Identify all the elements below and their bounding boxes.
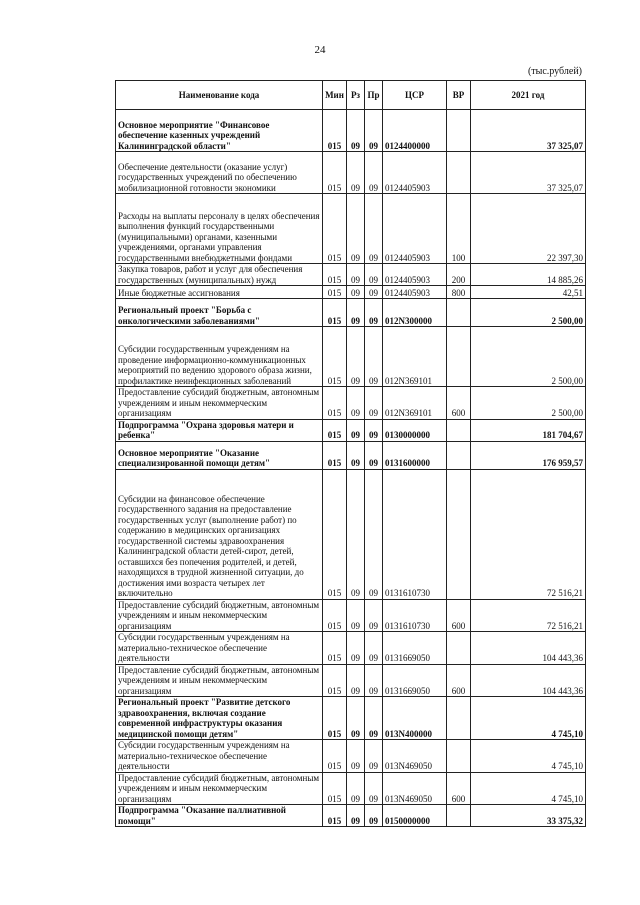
- cell-min: 015: [323, 599, 347, 632]
- cell-vr: 800: [447, 286, 471, 299]
- cell-rz: 09: [347, 286, 365, 299]
- cell-csr: 012N369101: [383, 327, 447, 387]
- cell-rz: 09: [347, 194, 365, 264]
- cell-name: Основное мероприятие "Финансовое обеспечение казенных учреждений Калининградской области": [116, 110, 323, 152]
- cell-pr: 09: [365, 632, 383, 665]
- cell-pr: 09: [365, 664, 383, 697]
- cell-vr: 600: [447, 387, 471, 420]
- cell-csr: 012N369101: [383, 387, 447, 420]
- cell-vr: [447, 441, 471, 469]
- cell-name: Предоставление субсидий бюджетным, автономным учреждениям и иным некоммерческим организациям: [116, 387, 323, 420]
- cell-rz: 09: [347, 805, 365, 827]
- cell-pr: 09: [365, 299, 383, 327]
- cell-name: Подпрограмма "Оказание паллиативной помощи": [116, 805, 323, 827]
- cell-min: 015: [323, 805, 347, 827]
- cell-name: Региональный проект "Борьба с онкологическими заболеваниями": [116, 299, 323, 327]
- header-min: Мин: [323, 81, 347, 110]
- table-row: [116, 599, 586, 632]
- cell-amount: 2 500,00: [471, 299, 586, 327]
- cell-csr: 0124405903: [383, 152, 447, 194]
- cell-vr: 600: [447, 599, 471, 632]
- cell-rz: 09: [347, 299, 365, 327]
- cell-vr: 600: [447, 664, 471, 697]
- cell-vr: [447, 740, 471, 773]
- table-body: [116, 110, 586, 827]
- header-pr: Пр: [365, 81, 383, 110]
- header-year: 2021 год: [471, 81, 586, 110]
- page-number: 24: [314, 44, 326, 56]
- table-row: [116, 327, 586, 387]
- cell-vr: 100: [447, 194, 471, 264]
- table-row: [116, 441, 586, 469]
- cell-vr: 200: [447, 264, 471, 286]
- budget-table: [115, 80, 586, 827]
- table-row: [116, 152, 586, 194]
- cell-min: 015: [323, 152, 347, 194]
- cell-pr: 09: [365, 469, 383, 599]
- cell-rz: 09: [347, 599, 365, 632]
- header-csr: ЦСР: [383, 81, 447, 110]
- cell-min: 015: [323, 632, 347, 665]
- cell-csr: 013N400000: [383, 697, 447, 740]
- table-row: [116, 772, 586, 805]
- cell-csr: 0130000000: [383, 419, 447, 441]
- cell-vr: [447, 632, 471, 665]
- table-row: [116, 469, 586, 599]
- cell-amount: 42,51: [471, 286, 586, 299]
- cell-pr: 09: [365, 697, 383, 740]
- table-row: [116, 194, 586, 264]
- cell-min: 015: [323, 772, 347, 805]
- cell-name: Иные бюджетные ассигнования: [116, 286, 323, 299]
- cell-amount: 33 375,32: [471, 805, 586, 827]
- cell-rz: 09: [347, 110, 365, 152]
- cell-name: Предоставление субсидий бюджетным, автономным учреждениям и иным некоммерческим организациям: [116, 772, 323, 805]
- cell-rz: 09: [347, 441, 365, 469]
- cell-amount: 4 745,10: [471, 740, 586, 773]
- cell-pr: 09: [365, 387, 383, 420]
- cell-rz: 09: [347, 469, 365, 599]
- table-header-row: [116, 81, 586, 110]
- cell-vr: [447, 110, 471, 152]
- cell-amount: 104 443,36: [471, 664, 586, 697]
- cell-rz: 09: [347, 264, 365, 286]
- table-row: [116, 632, 586, 665]
- cell-csr: 0131669050: [383, 632, 447, 665]
- cell-amount: 104 443,36: [471, 632, 586, 665]
- header-rz: Рз: [347, 81, 365, 110]
- cell-csr: 0124405903: [383, 194, 447, 264]
- cell-pr: 09: [365, 805, 383, 827]
- table-row: [116, 697, 586, 740]
- cell-name: Расходы на выплаты персоналу в целях обеспечения выполнения функций государственными (муниципальными) органами, казенными учреждениями, органами управления государственными внебюджетными фондами: [116, 194, 323, 264]
- cell-min: 015: [323, 387, 347, 420]
- cell-min: 015: [323, 194, 347, 264]
- cell-pr: 09: [365, 152, 383, 194]
- cell-min: 015: [323, 441, 347, 469]
- cell-pr: 09: [365, 419, 383, 441]
- cell-amount: 2 500,00: [471, 387, 586, 420]
- cell-name: Региональный проект "Развитие детского здравоохранения, включая создание современной инфраструктуры оказания медицинской помощи детям": [116, 697, 323, 740]
- cell-name: Закупка товаров, работ и услуг для обеспечения государственных (муниципальных) нужд: [116, 264, 323, 286]
- cell-pr: 09: [365, 599, 383, 632]
- cell-name: Предоставление субсидий бюджетным, автономным учреждениям и иным некоммерческим организациям: [116, 664, 323, 697]
- cell-min: 015: [323, 286, 347, 299]
- cell-min: 015: [323, 110, 347, 152]
- cell-pr: 09: [365, 772, 383, 805]
- cell-rz: 09: [347, 740, 365, 773]
- cell-pr: 09: [365, 264, 383, 286]
- cell-rz: 09: [347, 664, 365, 697]
- cell-rz: 09: [347, 632, 365, 665]
- cell-pr: 09: [365, 286, 383, 299]
- cell-vr: [447, 299, 471, 327]
- table-row: [116, 805, 586, 827]
- cell-csr: 012N300000: [383, 299, 447, 327]
- units-label: (тыс.рублей): [527, 66, 582, 77]
- cell-rz: 09: [347, 387, 365, 420]
- cell-name: Субсидии государственным учреждениям на материально-техническое обеспечение деятельности: [116, 740, 323, 773]
- cell-rz: 09: [347, 772, 365, 805]
- cell-min: 015: [323, 740, 347, 773]
- cell-pr: 09: [365, 327, 383, 387]
- table-row: [116, 740, 586, 773]
- cell-name: Предоставление субсидий бюджетным, автономным учреждениям и иным некоммерческим организациям: [116, 599, 323, 632]
- cell-amount: 4 745,10: [471, 772, 586, 805]
- table-row: [116, 419, 586, 441]
- cell-pr: 09: [365, 194, 383, 264]
- cell-pr: 09: [365, 441, 383, 469]
- cell-pr: 09: [365, 110, 383, 152]
- cell-csr: 0124405903: [383, 264, 447, 286]
- cell-min: 015: [323, 664, 347, 697]
- cell-pr: 09: [365, 740, 383, 773]
- cell-csr: 0131610730: [383, 469, 447, 599]
- cell-csr: 0124400000: [383, 110, 447, 152]
- cell-amount: 72 516,21: [471, 599, 586, 632]
- cell-amount: 181 704,67: [471, 419, 586, 441]
- cell-csr: 0131600000: [383, 441, 447, 469]
- cell-amount: 14 885,26: [471, 264, 586, 286]
- cell-name: Субсидии на финансовое обеспечение государственного задания на предоставление государственных услуг (выполнение работ) по содержанию в медицинских организациях государственной системы здравоохранения Калининградской области детей-сирот, детей, оставшихся без попечения родителей, и детей, находящихся в трудной жизненной ситуации, до достижения ими возраста четырех лет включительно: [116, 469, 323, 599]
- table-row: [116, 264, 586, 286]
- table-row: [116, 664, 586, 697]
- cell-csr: 0124405903: [383, 286, 447, 299]
- cell-amount: 37 325,07: [471, 152, 586, 194]
- cell-csr: 0131669050: [383, 664, 447, 697]
- cell-min: 015: [323, 299, 347, 327]
- cell-min: 015: [323, 697, 347, 740]
- cell-amount: 37 325,07: [471, 110, 586, 152]
- cell-csr: 013N469050: [383, 740, 447, 773]
- cell-vr: [447, 152, 471, 194]
- table-row: [116, 387, 586, 420]
- cell-rz: 09: [347, 419, 365, 441]
- header-name: Наименование кода: [116, 81, 323, 110]
- cell-name: Субсидии государственным учреждениям на проведение информационно-коммуникационных мероприятий по ведению здорового образа жизни, профилактике неинфекционных заболеваний: [116, 327, 323, 387]
- cell-vr: [447, 469, 471, 599]
- cell-name: Субсидии государственным учреждениям на материально-техническое обеспечение деятельности: [116, 632, 323, 665]
- cell-amount: 176 959,57: [471, 441, 586, 469]
- cell-vr: [447, 327, 471, 387]
- cell-rz: 09: [347, 697, 365, 740]
- cell-amount: 72 516,21: [471, 469, 586, 599]
- table-row: [116, 299, 586, 327]
- table-row: [116, 286, 586, 299]
- cell-amount: 22 397,30: [471, 194, 586, 264]
- cell-vr: [447, 805, 471, 827]
- cell-csr: 0150000000: [383, 805, 447, 827]
- table-row: [116, 110, 586, 152]
- cell-vr: [447, 697, 471, 740]
- cell-amount: 4 745,10: [471, 697, 586, 740]
- cell-name: Обеспечение деятельности (оказание услуг) государственных учреждений по обеспечению мобилизационной готовности экономики: [116, 152, 323, 194]
- cell-rz: 09: [347, 152, 365, 194]
- header-vr: ВР: [447, 81, 471, 110]
- cell-amount: 2 500,00: [471, 327, 586, 387]
- cell-rz: 09: [347, 327, 365, 387]
- cell-csr: 0131610730: [383, 599, 447, 632]
- cell-min: 015: [323, 264, 347, 286]
- cell-vr: 600: [447, 772, 471, 805]
- cell-min: 015: [323, 327, 347, 387]
- cell-min: 015: [323, 419, 347, 441]
- cell-name: Основное мероприятие "Оказание специализированной помощи детям": [116, 441, 323, 469]
- cell-name: Подпрограмма "Охрана здоровья матери и ребенка": [116, 419, 323, 441]
- cell-vr: [447, 419, 471, 441]
- cell-min: 015: [323, 469, 347, 599]
- cell-csr: 013N469050: [383, 772, 447, 805]
